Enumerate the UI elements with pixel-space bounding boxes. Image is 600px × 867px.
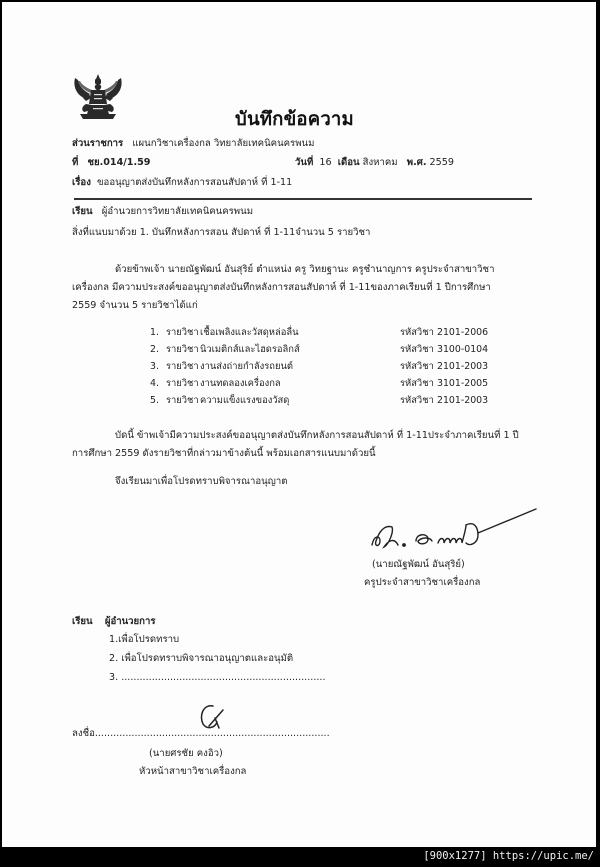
subject-label: เรื่อง <box>72 177 91 188</box>
signature-line: ลงชื่อ............................................................................. <box>72 728 330 739</box>
course-item: 2. รายวิชา นิวเมติกส์และไฮดรอลิกส์ รหัสวิชา 3100-0104 <box>150 344 489 355</box>
paragraph1-line2: เครื่องกล มีความประสงค์ขออนุญาตส่งบันทึกหลังการสอนสัปดาห์ ที่ 1-11ของภาคเรียนที่ 1 ปีการศึกษา <box>72 282 491 293</box>
course-name: ความแข็งแรงของวัสดุ <box>200 395 290 406</box>
paragraph2-line1: บัดนี้ ข้าพเจ้ามีความประสงค์ขออนุญาตส่งบันทึกหลังการสอนสัปดาห์ ที่ 1-11ประจำภาคเรียนที่ 1 ปี <box>115 430 519 441</box>
endorsement-item-3: 3. ................................................................... <box>109 672 326 683</box>
course-name: นิวเมติกส์และไฮดรอลิกส์ <box>200 344 300 355</box>
head-position: หัวหน้าสาขาวิชาเครื่องกล <box>139 766 247 777</box>
attachment-line: สิ่งที่แนบมาด้วย 1. บันทึกหลังการสอน สัปดาห์ ที่ 1-11จำนวน 5 รายวิชา <box>72 227 371 238</box>
course-code: 3100-0104 <box>437 344 489 355</box>
paragraph2-line2: การศึกษา 2559 ดังรายวิชาที่กล่าวมาข้างต้นนี้ พร้อมเอกสารแนบมาด้วยนี้ <box>72 448 376 459</box>
course-item: 5. รายวิชา ความแข็งแรงของวัสดุ รหัสวิชา 2101-2003 <box>150 395 489 406</box>
teacher-signature <box>370 507 540 557</box>
closing-line: จึงเรียนมาเพื่อโปรดทราบพิจารณาอนุญาต <box>115 476 288 487</box>
course-name: งานส่งถ่ายกำลังรถยนต์ <box>200 361 293 372</box>
date-row <box>295 157 454 169</box>
endorsement-recipient-value: ผู้อำนวยการ <box>104 616 156 627</box>
course-item: 1. รายวิชา เชื้อเพลิงและวัสดุหล่อลื่น รหัสวิชา 2101-2006 <box>150 327 489 338</box>
header-divider <box>74 198 532 200</box>
month-label: เดือน <box>337 157 360 168</box>
date-day: 16 <box>319 157 332 168</box>
course-code: 2101-2006 <box>437 327 489 338</box>
year-label: พ.ศ. <box>406 157 427 168</box>
recipient-label: เรียน <box>72 206 93 217</box>
course-item: 4. รายวิชา งานทดลองเครื่องกล รหัสวิชา 3101-2005 <box>150 378 489 389</box>
subject-row <box>72 177 292 189</box>
reference-row <box>72 157 150 169</box>
garuda-emblem-icon <box>72 72 124 122</box>
department-value: แผนกวิชาเครื่องกล วิทยาลัยเทคนิคนครพนม <box>132 138 315 149</box>
year-value: 2559 <box>429 157 454 168</box>
endorsement-item-2: 2. เพื่อโปรดทราบพิจารณาอนุญาตและอนุมัติ <box>109 653 294 664</box>
course-code: 2101-2003 <box>437 395 489 406</box>
course-code: 2101-2003 <box>437 361 489 372</box>
recipient-row <box>72 206 253 218</box>
head-name: (นายศรชัย คงอิว) <box>149 748 223 759</box>
paragraph1-line1: ด้วยข้าพเจ้า นายณัฐพัฒน์ อันสุริย์ ตำแหน่ง ครู วิทยฐานะ ครูชำนาญการ ครูประจำสาขาวิชา <box>115 264 495 275</box>
recipient-value: ผู้อำนวยการวิทยาลัยเทคนิคนครพนม <box>101 206 254 217</box>
teacher-name: (นายณัฐพัฒน์ อันสุริย์) <box>372 559 465 570</box>
endorsement-recipient-label: เรียน <box>72 616 93 627</box>
teacher-position: ครูประจำสาขาวิชาเครื่องกล <box>364 577 481 588</box>
memo-page <box>2 2 596 847</box>
department-row <box>72 138 314 150</box>
reference-value: ชย.014/1.59 <box>87 157 151 168</box>
month-value: สิงหาคม <box>362 157 398 168</box>
date-label: วันที่ <box>295 157 314 168</box>
paragraph1-line3: 2559 จำนวน 5 รายวิชาได้แก่ <box>72 300 198 311</box>
course-name: เชื้อเพลิงและวัสดุหล่อลื่น <box>200 327 299 338</box>
endorsement-item-1: 1.เพื่อโปรดทราบ <box>109 634 180 645</box>
reference-label: ที่ <box>72 157 79 168</box>
memo-title: บันทึกข้อความ <box>235 109 354 130</box>
endorsement-recipient-row <box>72 616 156 628</box>
watermark-text: [900x1277] https://upic.me/ <box>423 850 594 862</box>
course-name: งานทดลองเครื่องกล <box>200 378 281 389</box>
department-label: ส่วนราชการ <box>72 138 124 149</box>
course-code: 3101-2005 <box>437 378 489 389</box>
course-item: 3. รายวิชา งานส่งถ่ายกำลังรถยนต์ รหัสวิชา 2101-2003 <box>150 361 489 372</box>
subject-value: ขออนุญาตส่งบันทึกหลังการสอนสัปดาห์ ที่ 1-11 <box>97 177 293 188</box>
